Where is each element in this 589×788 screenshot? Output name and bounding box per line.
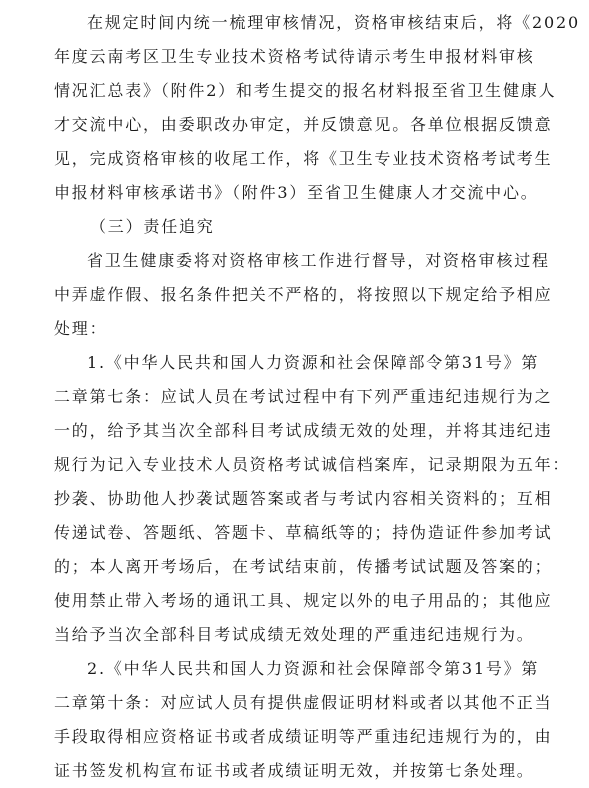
text-line: 年度云南考区卫生专业技术资格考试待请示考生申报材料审核 [54,47,535,66]
text-line: 证书签发机构宣布证书或者成绩证明无效，并按第七条处理。 [54,761,535,780]
text-line: 二章第七条：应试人员在考试过程中有下列严重违纪违规行为之 [54,387,553,406]
text-line: 一的，给予其当次全部科目考试成绩无效的处理，并将其违纪违 [54,421,553,440]
text-line: 见，完成资格审核的收尾工作，将《卫生专业技术资格考试考生 [54,149,553,168]
text-line: 在规定时间内统一梳理审核情况，资格审核结束后，将《2020 [87,13,580,32]
text-line: 省卫生健康委将对资格审核工作进行督导，对资格审核过程 [87,251,550,270]
text-line: 1.《中华人民共和国人力资源和社会保障部令第31号》第 [87,353,540,372]
text-line: 当给予当次全部科目考试成绩无效处理的严重违纪违规行为。 [54,625,535,644]
paragraph-article-7 [54,346,571,652]
text-line: 中弄虚作假、报名条件把关不严格的，将按照以下规定给予相应 [54,285,553,304]
text-line: 的；本人离开考场后，在考试结束前，传播考试试题及答案的； [54,557,553,576]
heading-line: （三）责任追究 [90,217,215,236]
text-line: 处理： [54,319,108,338]
text-line: 传递试卷、答题纸、答题卡、草稿纸等的；持伪造证件参加考试 [54,523,553,542]
paragraph-review-summary [54,6,580,210]
text-line: 情况汇总表》（附件2）和考生提交的报名材料报至省卫生健康人 [54,81,557,100]
text-line: 规行为记入专业技术人员资格考试诚信档案库，记录期限为五年： [54,455,571,474]
text-line: 手段取得相应资格证书或者成绩证明等严重违纪违规行为的，由 [54,727,553,746]
text-line: 2.《中华人民共和国人力资源和社会保障部令第31号》第 [87,659,540,678]
text-line: 抄袭、协助他人抄袭试题答案或者与考试内容相关资料的；互相 [54,489,553,508]
text-line: 二章第十条：对应试人员有提供虚假证明材料或者以其他不正当 [54,693,553,712]
paragraph-supervision [54,244,555,346]
text-line: 才交流中心，由委职改办审定，并反馈意见。各单位根据反馈意 [54,115,553,134]
paragraph-article-10 [54,652,555,788]
text-line: 使用禁止带入考场的通讯工具、规定以外的电子用品的；其他应 [54,591,553,610]
section-heading-accountability [54,210,555,244]
text-line: 申报材料审核承诺书》（附件3）至省卫生健康人才交流中心。 [54,183,539,202]
